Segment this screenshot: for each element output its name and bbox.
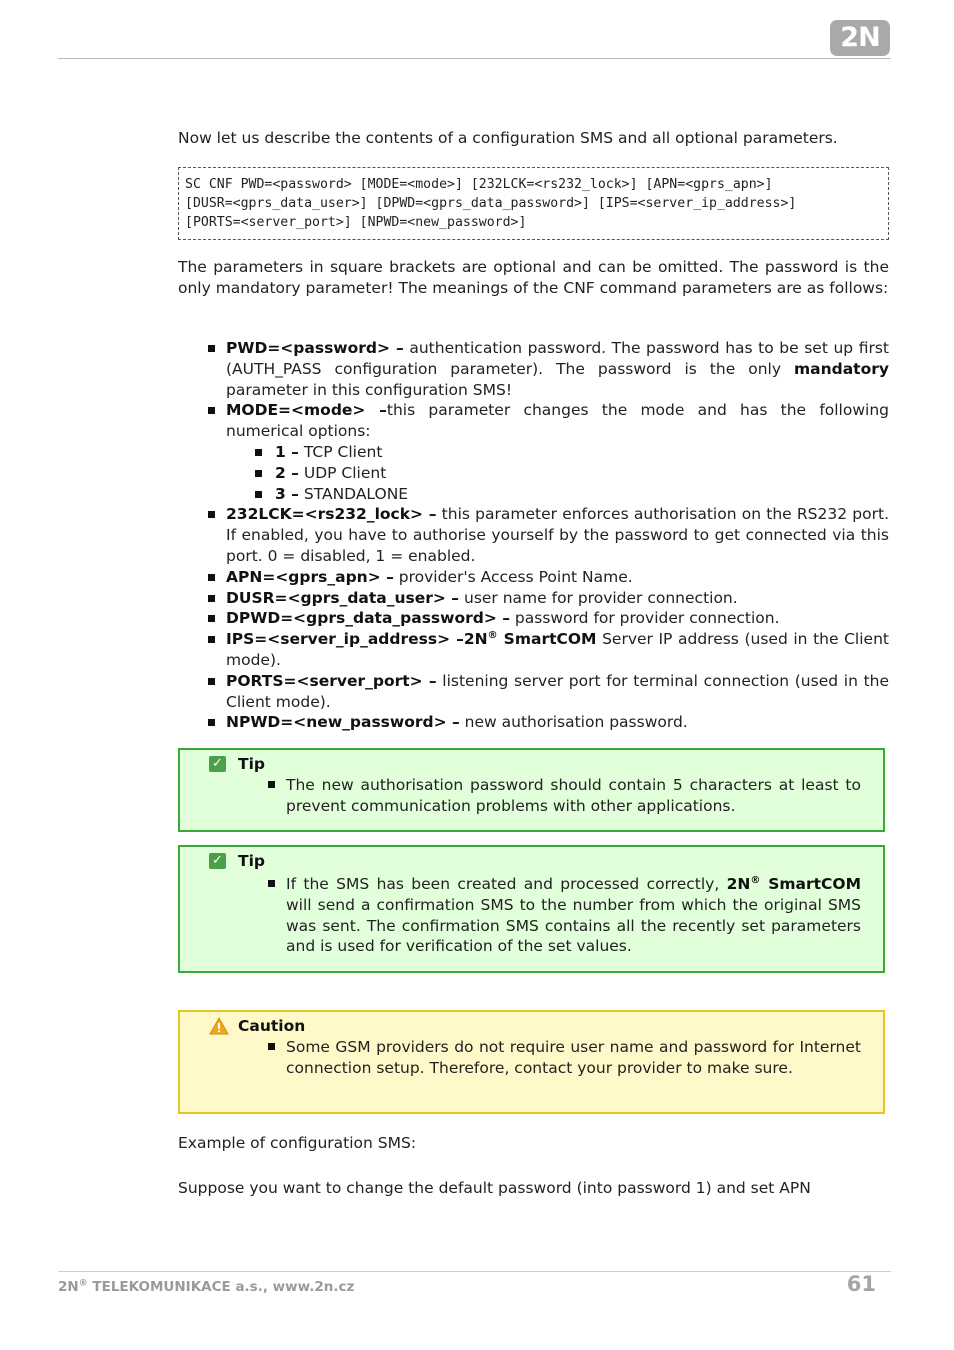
mode-options-list	[226, 442, 889, 504]
params-intro-paragraph: The parameters in square brackets are optional and can be omitted. The password is the only mandatory parameter! The meanings of the CNF command parameters are as follows:	[178, 258, 889, 297]
intro-paragraph: Now let us describe the contents of a configuration SMS and all optional parameters.	[178, 129, 838, 147]
list-item: PWD=<password> – authentication password. The password has to be set up first (AUTH_PASS configuration parameter). The password is the only mandatory parameter in this configuration SMS!	[178, 338, 889, 400]
tip-title: Tip	[238, 852, 265, 870]
check-icon: ✓	[209, 853, 226, 869]
code-line: [PORTS=<server_port>] [NPWD=<new_password>]	[185, 215, 527, 230]
caution-title: Caution	[238, 1017, 306, 1035]
list-item: DUSR=<gprs_data_user> – user name for provider connection.	[178, 588, 889, 609]
tip-title: Tip	[238, 755, 265, 773]
page-number: 61	[846, 1272, 876, 1296]
example-heading: Example of configuration SMS:	[178, 1134, 417, 1152]
caution-list	[286, 1037, 861, 1079]
tip-list	[286, 775, 861, 817]
list-item: 232LCK=<rs232_lock> – this parameter enforces authorisation on the RS232 port. If enabled, you have to authorise yourself by the password to get connected via this port. 0 = disabled, 1 = enabled.	[178, 504, 889, 566]
list-item: 3 – STANDALONE	[226, 484, 889, 505]
tip-list	[286, 874, 861, 957]
list-item: APN=<gprs_apn> – provider's Access Point Name.	[178, 567, 889, 588]
list-item: PORTS=<server_port> – listening server port for terminal connection (used in the Client mode).	[178, 671, 889, 713]
list-item: NPWD=<new_password> – new authorisation password.	[178, 712, 889, 733]
warning-icon	[209, 1017, 229, 1035]
parameter-list	[178, 338, 889, 733]
tip-box	[178, 748, 885, 832]
caution-box	[178, 1010, 885, 1114]
list-item: 2 – UDP Client	[226, 463, 889, 484]
list-item: MODE=<mode> –this parameter changes the mode and has the following numerical options: 1 – TCP Client 2 – UDP Client 3 – STANDALONE	[178, 400, 889, 504]
list-item: If the SMS has been created and processed correctly, 2N® SmartCOM will send a confirmation SMS to the number from which the original SMS was sent. The confirmation SMS contains all the recently set parameters and is used for verification of the set values.	[286, 874, 861, 956]
footer-company: 2N® TELEKOMUNIKACE a.s., www.2n.cz	[58, 1278, 355, 1295]
code-line: [DUSR=<gprs_data_user>] [DPWD=<gprs_data_password>] [IPS=<server_ip_address>]	[185, 196, 797, 211]
list-item: IPS=<server_ip_address> –2N® SmartCOM Server IP address (used in the Client mode).	[178, 629, 889, 671]
list-item: DPWD=<gprs_data_password> – password for provider connection.	[178, 608, 889, 629]
list-item: 1 – TCP Client	[226, 442, 889, 463]
tip-box	[178, 845, 885, 973]
code-block	[178, 167, 889, 240]
list-item: The new authorisation password should contain 5 characters at least to prevent communication problems with other applications.	[286, 776, 861, 815]
check-icon: ✓	[209, 756, 226, 772]
header-rule	[58, 58, 891, 59]
company-logo: 2N	[830, 20, 890, 56]
suppose-paragraph: Suppose you want to change the default password (into password 1) and set APN	[178, 1179, 811, 1197]
footer-rule	[58, 1271, 891, 1272]
list-item: Some GSM providers do not require user name and password for Internet connection setup. Therefore, contact your provider to make sure.	[286, 1038, 861, 1077]
code-line: SC CNF PWD=<password> [MODE=<mode>] [232LCK=<rs232_lock>] [APN=<gprs_apn>]	[185, 177, 773, 192]
